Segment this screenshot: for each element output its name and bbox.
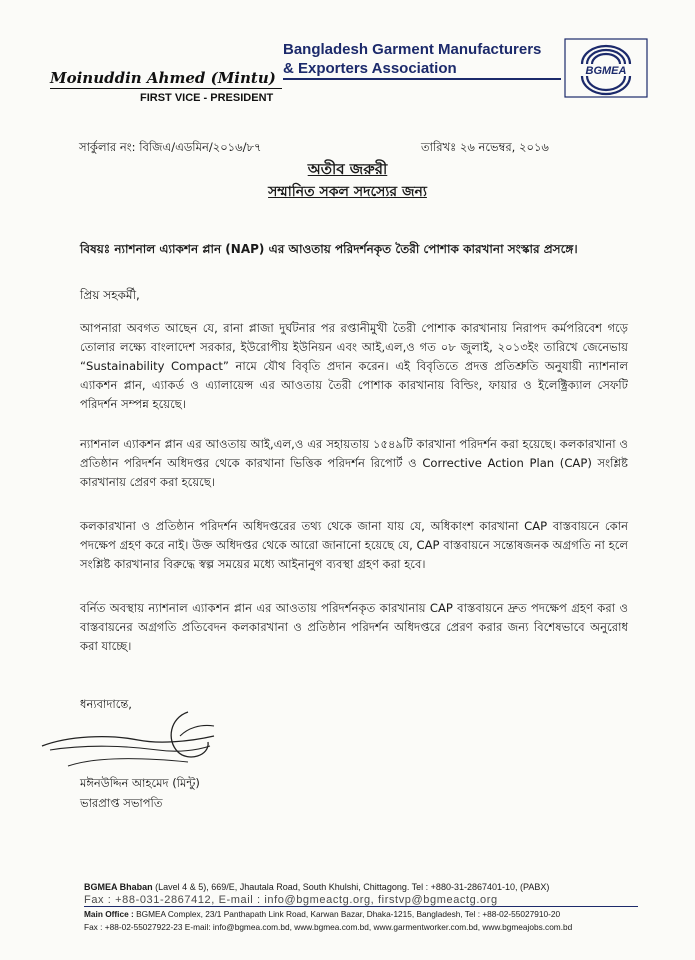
footer-bhaban-text: (Lavel 4 & 5), 669/E, Jhautala Road, South Khulshi, Chittagong. Tel : +880-31-2867401-10, (PABX) xyxy=(152,882,550,892)
recipient-text: সম্মানিত সকল সদস্যের জন্য xyxy=(268,184,427,200)
footer-main-office-text: BGMEA Complex, 23/1 Panthapath Link Road, Karwan Bazar, Dhaka-1215, Bangladesh, Tel : +88-02-55027910-20 xyxy=(133,909,561,919)
paragraph-2: ন্যাশনাল এ্যাকশন প্লান এর আওতায় আই,এল,ও এর সহায়তায় ১৫৪৯টি কারখানা পরিদর্শন করা হয়েছে। কলকারখানা ও প্রতিষ্ঠান পরিদর্শন অধিদপ্তর থেকে কারখানা ভিত্তিক পরিদর্শন রিপোর্ট ও Corrective Action Plan (CAP) সংশ্লিষ্ট কারখানায় প্রেরণ করা হয়েছে। xyxy=(80,437,628,489)
bgmea-logo-icon xyxy=(564,38,648,98)
letter-date: তারিখঃ ২৬ নভেম্বর, ২০১৬ xyxy=(421,140,549,154)
recipient-heading xyxy=(0,180,695,204)
footer-main-office xyxy=(84,909,560,919)
logo-text: BGMEA xyxy=(585,65,627,77)
signatory-name: Moinuddin Ahmed (Mintu) xyxy=(50,69,276,87)
org-name-line-1: Bangladesh Garment Manufacturers xyxy=(283,41,542,58)
urgent-text: অতীব জরুরী xyxy=(307,160,388,178)
handwritten-signature-icon xyxy=(38,706,218,776)
footer-fax-email: Fax : +88-031-2867412, E-mail : info@bgmeactg.org, firstvp@bgmeactg.org xyxy=(84,894,498,906)
footer-main-office-label: Main Office : xyxy=(84,909,134,919)
signatory-name-bn: মঈনউদ্দিন আহমেদ (মিন্টু) xyxy=(80,776,200,790)
closing-thanks: ধন্যবাদান্তে, xyxy=(80,697,132,711)
subject-line: বিষয়ঃ ন্যাশনাল এ্যাকশন প্লান (NAP) এর আওতায় পরিদর্শনকৃত তৈরী পোশাক কারখানা সংস্কার প্রসঙ্গে। xyxy=(80,242,578,256)
footer-divider xyxy=(84,906,638,907)
org-name-line-2: & Exporters Association xyxy=(283,60,457,77)
footer-bhaban-label: BGMEA Bhaban xyxy=(84,882,153,892)
paragraph-3: কলকারখানা ও প্রতিষ্ঠান পরিদর্শন অধিদপ্তরের তথ্য থেকে জানা যায় যে, অধিকাংশ কারখানা CAP বাস্তবায়নে কোন পদক্ষেপ গ্রহণ করে নাই। উক্ত অধিদপ্তর থেকে আরো জানানো হয়েছে যে, CAP বাস্তবায়নে সন্তোষজনক অগ্রগতি না হলে সংশ্লিষ্ট কারখানার বিরুদ্ধে স্বল্প সময়ের মধ্যে আইনানুগ ব্যবস্থা গ্রহণ করা হবে। xyxy=(80,519,628,571)
circular-number: সার্কুলার নং: বিজিএ/এডমিন/২০১৬/৮৭ xyxy=(79,140,262,154)
footer-address xyxy=(84,882,549,892)
signatory-underline xyxy=(50,88,282,89)
organization-title xyxy=(283,40,541,78)
paragraph-4: বর্নিত অবস্থায় ন্যাশনাল এ্যাকশন প্লান এর আওতায় পরিদর্শনকৃত কারখানায় CAP বাস্তবায়নে দ্রুত পদক্ষেপ গ্রহণ করা ও বাস্তবায়নের অগ্রগতি প্রতিবেদন কলকারখানা ও প্রতিষ্ঠান পরিদর্শন অধিদপ্তরে প্রেরণ করার জন্য বিশেষভাবে অনুরোধ করা যাচ্ছে। xyxy=(80,601,628,653)
paragraph-1: আপনারা অবগত আছেন যে, রানা প্লাজা দুর্ঘটনার পর রপ্তানীমুখী তৈরী পোশাক কারখানায় নিরাপদ কর্মপরিবেশ গড়ে তোলার লক্ষ্যে বাংলাদেশ সরকার, ইউরোপীয় ইউনিয়ন এবং আই,এল,ও গত ০৮ জুলাই, ২০১৩ইং তারিখে জেনেভায় “Sustainability Compact” নামে যৌথ বিবৃতি প্রদান করেন। এই বিবৃতিতে প্রদত্ত প্রতিশ্রুতি অনুযায়ী ন্যাশনাল এ্যাকশন প্লান, এ্যাকর্ড ও এ্যালায়েন্স এর আওতায় তৈরী পোশাক কারখানায় বিল্ডিং, ফায়ার ও ইলেক্ট্রিক্যাল সেফটি পরিদর্শন সম্পন্ন হয়েছে। xyxy=(80,321,628,411)
footer-contact: Fax : +88-02-55027922-23 E-mail: info@bgmea.com.bd, www.bgmea.com.bd, www.garmentworker.com.bd, www.bgmeajobs.com.bd xyxy=(84,922,573,932)
signatory-role-bn: ভারপ্রাপ্ত সভাপতি xyxy=(80,796,163,810)
salutation: প্রিয় সহকর্মী, xyxy=(80,288,140,302)
header-divider xyxy=(283,78,561,80)
signatory-title: FIRST VICE - PRESIDENT xyxy=(140,92,274,104)
